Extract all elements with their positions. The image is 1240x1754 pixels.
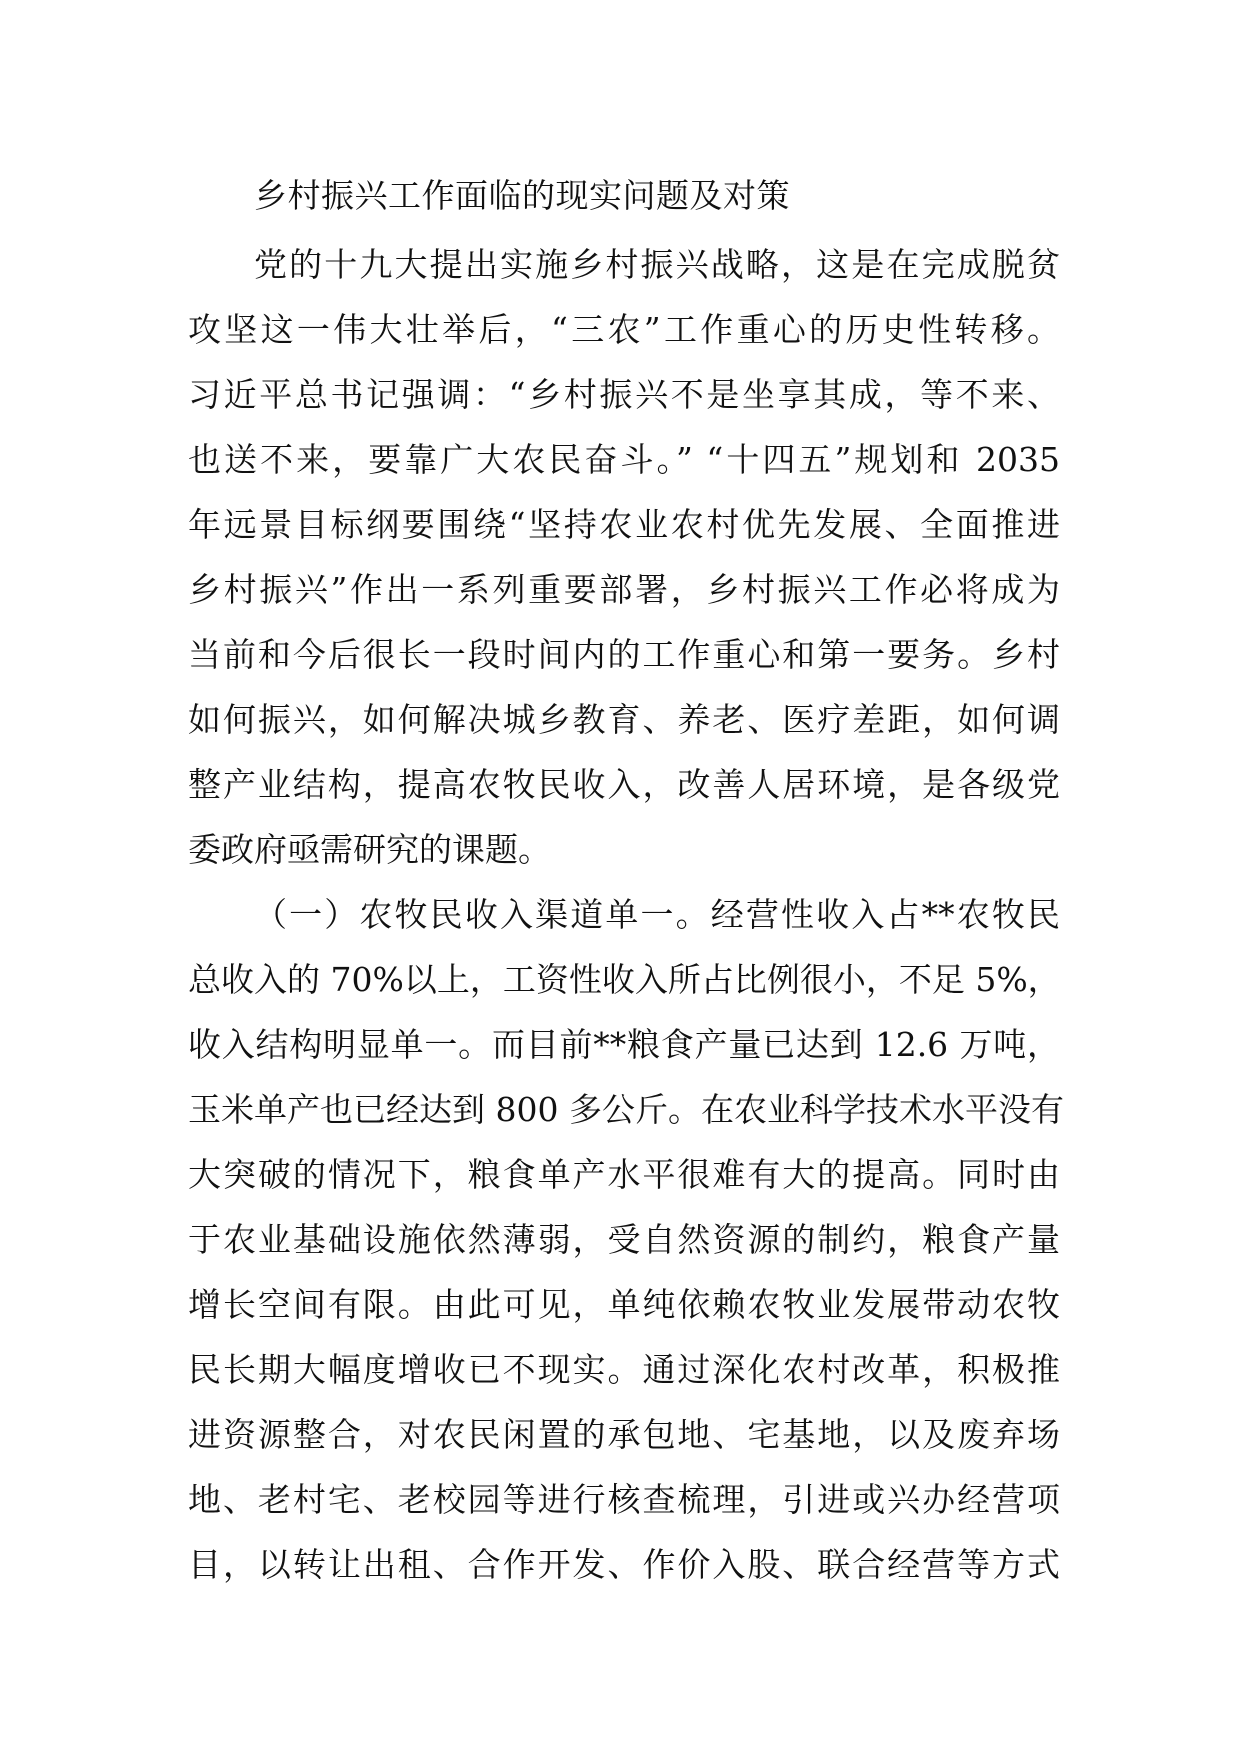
document-title: 乡村振兴工作面临的现实问题及对策 <box>254 176 790 215</box>
paragraph-line: 民长期大幅度增收已不现实。通过深化农村改革，积极推 <box>188 1350 1060 1389</box>
paragraph-line: 年远景目标纲要围绕“坚持农业农村优先发展、全面推进 <box>188 505 1060 544</box>
title-spacer <box>188 224 1060 232</box>
paragraph-line: 整产业结构，提高农牧民收入，改善人居环境，是各级党 <box>188 765 1060 804</box>
paragraph-intro <box>188 232 1060 882</box>
paragraph-line: 委政府亟需研究的课题。 <box>188 830 551 869</box>
paragraph-line: （一）农牧民收入渠道单一。经营性收入占**农牧民 <box>254 895 1060 934</box>
paragraph-line: 目，以转让出租、合作开发、作价入股、联合经营等方式 <box>188 1545 1060 1584</box>
paragraph-line: 于农业基础设施依然薄弱，受自然资源的制约，粮食产量 <box>188 1220 1060 1259</box>
paragraph-line: 总收入的 70%以上，工资性收入所占比例很小，不足 5%， <box>188 960 1061 999</box>
paragraph-line: 攻坚这一伟大壮举后，“三农”工作重心的历史性转移。 <box>188 310 1060 349</box>
paragraph-line: 当前和今后很长一段时间内的工作重心和第一要务。乡村 <box>188 635 1060 674</box>
paragraph-line: 大突破的情况下，粮食单产水平很难有大的提高。同时由 <box>188 1155 1060 1194</box>
paragraph-line: 地、老村宅、老校园等进行核查梳理，引进或兴办经营项 <box>188 1480 1060 1519</box>
paragraph-line: 乡村振兴”作出一系列重要部署，乡村振兴工作必将成为 <box>188 570 1060 609</box>
paragraph-line: 如何振兴，如何解决城乡教育、养老、医疗差距，如何调 <box>188 700 1060 739</box>
paragraph-line: 习近平总书记强调：“乡村振兴不是坐享其成，等不来、 <box>188 375 1060 414</box>
document-body <box>188 168 1064 1597</box>
paragraph-line: 收入结构明显单一。而目前**粮食产量已达到 12.6 万吨， <box>188 1025 1060 1064</box>
paragraph-line: 党的十九大提出实施乡村振兴战略，这是在完成脱贫 <box>254 245 1060 284</box>
paragraph-line: 增长空间有限。由此可见，单纯依赖农牧业发展带动农牧 <box>188 1285 1060 1324</box>
paragraph-line: 也送不来，要靠广大农民奋斗。” “十四五”规划和 2035 <box>188 440 1060 479</box>
paragraph-line: 玉米单产也已经达到 800 多公斤。在农业科学技术水平没有 <box>188 1090 1064 1129</box>
paragraph-line: 进资源整合，对农民闲置的承包地、宅基地，以及废弃场 <box>188 1415 1060 1454</box>
paragraph-section-1 <box>188 882 1064 1597</box>
